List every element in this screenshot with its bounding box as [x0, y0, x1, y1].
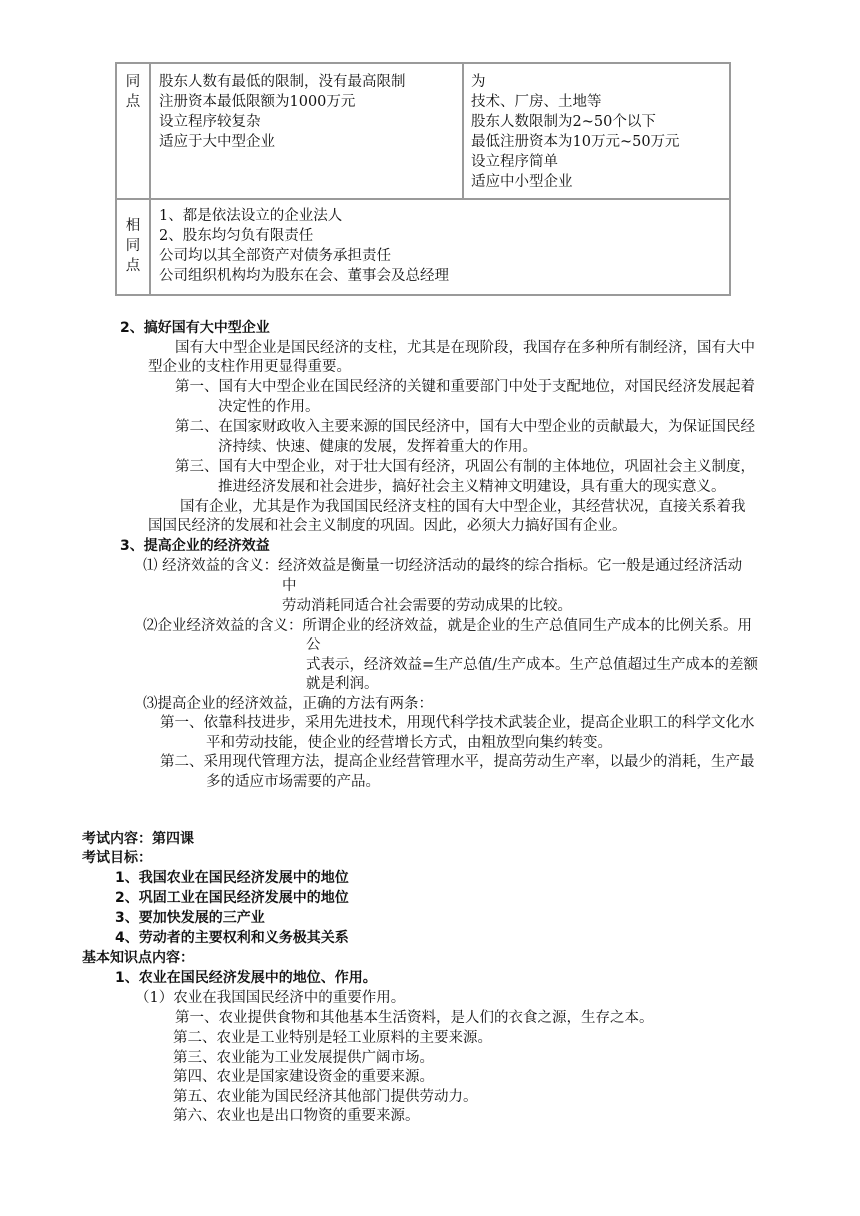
point-line: 第一、国有大中型企业在国民经济的关键和重要部门中处于支配地位，对国民经济发展起着 — [175, 379, 755, 395]
paragraph-line: 国有大中型企业是国民经济的支柱，尤其是在现阶段，我国存在多种所有制经济，国有大中 — [175, 340, 755, 356]
point-line: 决定性的作用。 — [218, 399, 320, 415]
item-line: 就是利润。 — [306, 676, 379, 692]
similarities-cell — [159, 206, 449, 286]
point-line: 推进经济发展和社会进步，搞好社会主义精神文明建设，具有重大的现实意义。 — [218, 479, 726, 495]
role-line: 第一、农业提供食物和其他基本生活资料，是人们的衣食之源，生存之本。 — [175, 1010, 654, 1026]
cell-line: 最低注册资本为10万元~50万元 — [471, 134, 680, 150]
exam-content-heading: 考试内容：第四课 — [82, 831, 194, 847]
goal-item: 3、要加快发展的三产业 — [115, 910, 265, 926]
header-char: 相 — [125, 218, 141, 234]
section-heading: 3、提高企业的经济效益 — [120, 538, 270, 554]
point-line: 第三、国有大中型企业，对于壮大国有经济，巩固公有制的主体地位，巩固社会主义制度， — [175, 459, 755, 475]
item-line: ⑴ 经济效益的含义：经济效益是衡量一切经济活动的最终的综合指标。它一般是通过经济活动 — [143, 558, 743, 574]
cell-line: 股东人数有最低的限制，没有最高限制 — [159, 74, 406, 90]
row-header-same — [122, 216, 144, 276]
item-line: 中 — [282, 578, 297, 594]
method-line: 多的适应市场需要的产品。 — [206, 774, 380, 790]
cell-line: 2、股东均匀负有限责任 — [159, 228, 314, 244]
role-line: 第三、农业能为工业发展提供广阔市场。 — [173, 1050, 434, 1066]
cell-line: 公司均以其全部资产对债务承担责任 — [159, 248, 391, 264]
goal-item: 4、劳动者的主要权利和义务极其关系 — [115, 930, 349, 946]
cell-line: 适应于大中型企业 — [159, 134, 275, 150]
role-line: 第五、农业能为国民经济其他部门提供劳动力。 — [173, 1089, 478, 1105]
table-divider — [149, 64, 151, 294]
sub-heading: （1）农业在我国国民经济中的重要作用。 — [135, 990, 406, 1006]
cell-line: 设立程序较复杂 — [159, 114, 261, 130]
point-line: 济持续、快速、健康的发展，发挥着重大的作用。 — [218, 439, 537, 455]
table-divider — [117, 198, 729, 200]
header-char: 点 — [125, 258, 141, 274]
cell-line: 为 — [471, 74, 486, 90]
llc-cell — [471, 72, 680, 192]
role-line: 第四、农业是国家建设资金的重要来源。 — [173, 1069, 434, 1085]
method-line: 第一、依靠科技进步，采用先进技术，用现代科学技术武装企业，提高企业职工的科学文化水 — [160, 715, 755, 731]
paragraph-line: 国国民经济的发展和社会主义制度的巩固。因此，必须大力搞好国有企业。 — [148, 518, 627, 534]
cell-line: 股东人数限制为2~50个以下 — [471, 114, 656, 130]
goal-item: 2、巩固工业在国民经济发展中的地位 — [115, 890, 349, 906]
cell-line: 技术、厂房、土地等 — [471, 94, 602, 110]
item-line: ⑵企业经济效益的含义：所谓企业的经济效益，就是企业的生产总值同生产成本的比例关系。用 — [143, 618, 752, 634]
comparison-table — [115, 62, 731, 296]
item-line: 劳动消耗同适合社会需要的劳动成果的比较。 — [282, 598, 572, 614]
section-heading: 2、搞好国有大中型企业 — [120, 320, 270, 336]
role-line: 第六、农业也是出口物资的重要来源。 — [173, 1108, 420, 1124]
item-line: 式表示，经济效益=生产总值/生产成本。生产总值超过生产成本的差额 — [306, 657, 759, 673]
cell-line: 适应中小型企业 — [471, 174, 573, 190]
paragraph-line: 型企业的支柱作用更显得重要。 — [148, 359, 351, 375]
goal-item: 1、我国农业在国民经济发展中的地位 — [115, 870, 349, 886]
header-char: 同 — [125, 74, 141, 90]
exam-goal-heading: 考试目标： — [82, 850, 152, 866]
basics-heading: 基本知识点内容： — [82, 950, 194, 966]
header-char: 同 — [125, 238, 141, 254]
method-line: 第二、采用现代管理方法，提高企业经营管理水平，提高劳动生产率，以最少的消耗，生产最 — [160, 754, 755, 770]
point-line: 第二、在国家财政收入主要来源的国民经济中，国有大中型企业的贡献最大，为保证国民经 — [175, 419, 755, 435]
row-header-diff — [122, 72, 144, 112]
table-divider — [462, 64, 464, 200]
paragraph-line: 国有企业，尤其是作为我国国民经济支柱的国有大中型企业，其经营状况，直接关系着我 — [180, 499, 746, 515]
item-line: ⑶提高企业的经济效益，正确的方法有两条： — [143, 696, 433, 712]
basic-item-heading: 1、农业在国民经济发展中的地位、作用。 — [115, 970, 377, 986]
cell-line: 注册资本最低限额为1000万元 — [159, 94, 356, 110]
item-line: 公 — [306, 637, 321, 653]
cell-line: 设立程序简单 — [471, 154, 558, 170]
cell-line: 公司组织机构均为股东在会、董事会及总经理 — [159, 268, 449, 284]
role-line: 第二、农业是工业特别是轻工业原料的主要来源。 — [173, 1030, 492, 1046]
cell-line: 1、都是依法设立的企业法人 — [159, 208, 343, 224]
limited-company-cell — [159, 72, 406, 152]
header-char: 点 — [125, 94, 141, 110]
method-line: 平和劳动技能，使企业的经营增长方式，由粗放型向集约转变。 — [206, 735, 612, 751]
